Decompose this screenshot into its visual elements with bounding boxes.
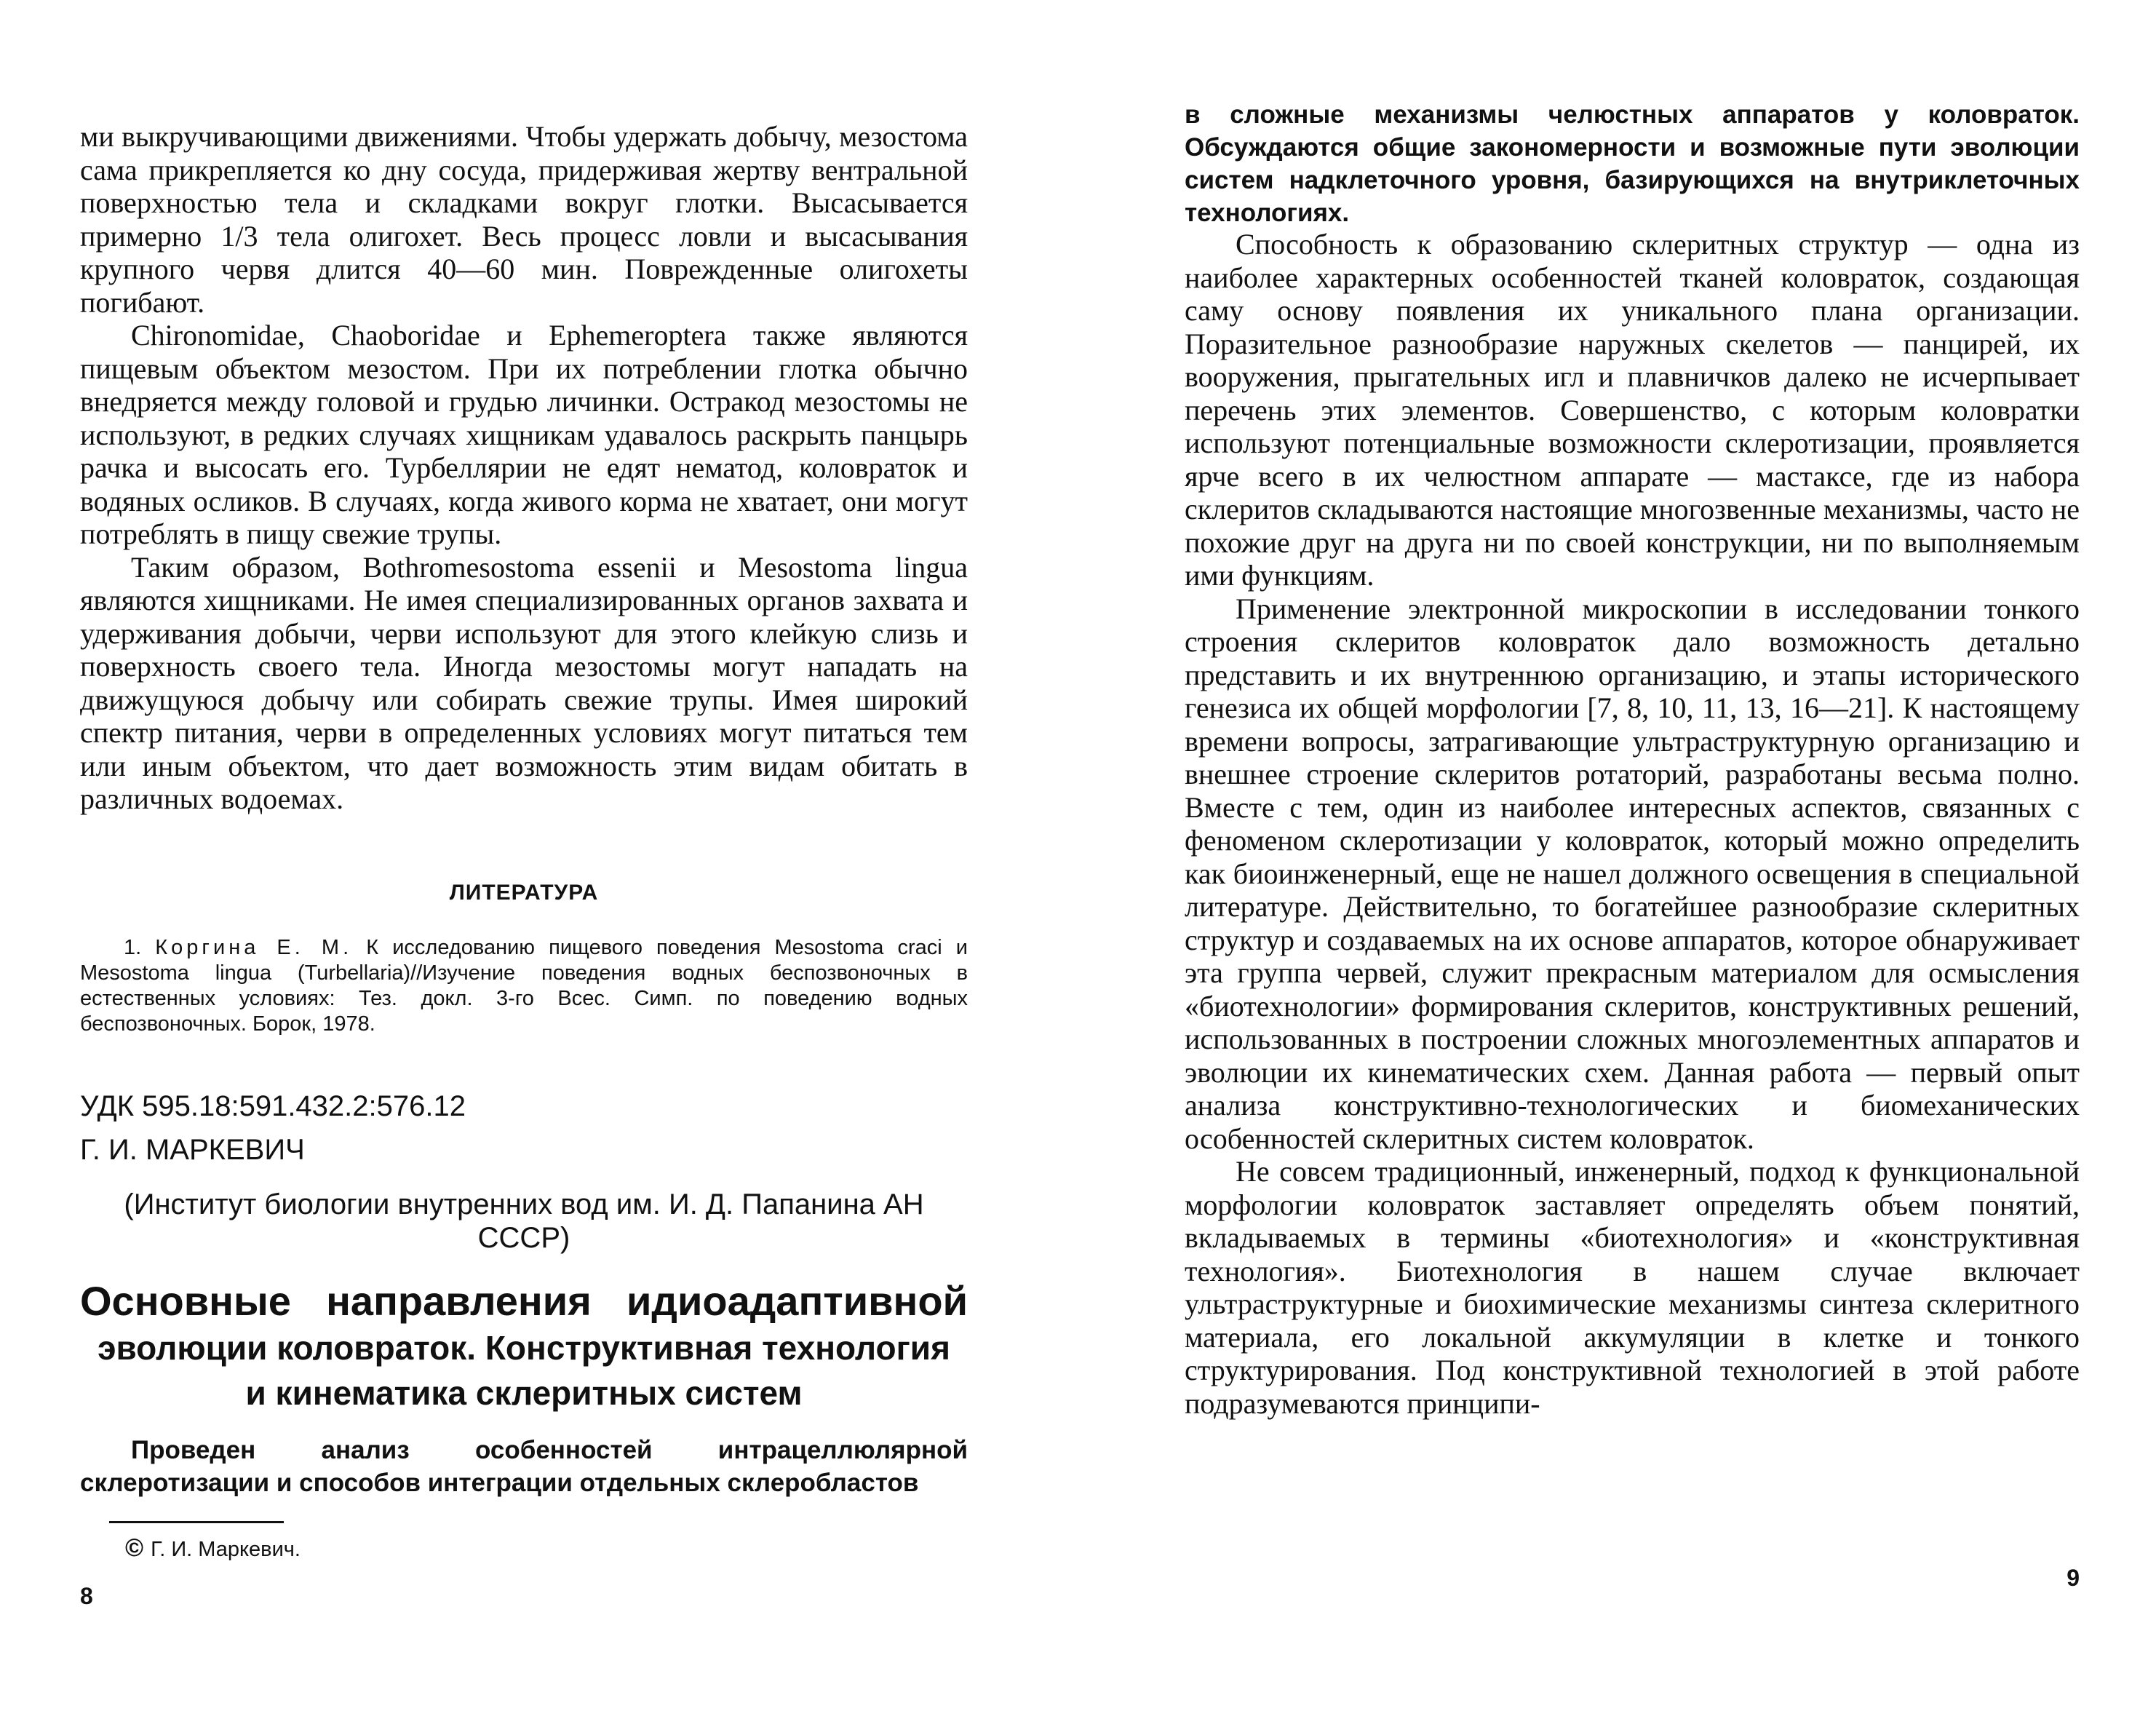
- abstract-end: в сложные механизмы челюстных аппаратов у коловраток. Обсуждаются общие закономерности и возможные пути эволюции систем надклеточного уровня, базирующихся на внутриклеточных технологиях.: [1185, 100, 2080, 227]
- right-body: [1185, 228, 2080, 1420]
- microscopy-paragraph: Применение электронной микроскопии в исследовании тонкого строения склеритов коловраток дало возможность детально представить и их внутреннюю организацию, и этапы исторического генезиса их общей морфологии [7, 8, 10, 11, 13, 16—21]. К настоящему времени вопросы, затрагивающие ультраструктурную организацию и внешнее строение склеритов ротаторий, разработаны весьма полно. Вместе с тем, один из наиболее интересных аспектов, связанных с феноменом склеротизации у коловраток, который можно определить как биоинженерный, еще не нашел должного освещения в специальной литературе. Действительно, то богатейшее разнообразие склеритных структур и создаваемых на их основе аппаратов, которое обнаруживает эта группа червей, служит прекрасным материалом для осмысления «биотехнологии» формирования склеритов, конструктивных решений, использованных в построении сложных многоэлементных аппаратов и эволюции их кинематических схем. Данная работа — первый опыт анализа конструктивно-технологических и биомеханических особенностей склеритных систем коловраток.: [1185, 592, 2080, 1155]
- article-author: Г. И. МАРКЕВИЧ: [80, 1134, 305, 1166]
- copyright-symbol: ©: [125, 1534, 144, 1562]
- article-title: [80, 1277, 968, 1416]
- literature-heading: ЛИТЕРАТУРА: [449, 881, 599, 905]
- title-line-1: Основные направления идиоадаптивной: [80, 1278, 968, 1324]
- abstract-start: Проведен анализ особенностей интрацеллюлярной склеротизации и способов интеграции отдельных склеробластов: [80, 1436, 968, 1497]
- reference-author: Коргина Е. М.: [155, 936, 353, 959]
- reference-number: 1.: [124, 936, 142, 959]
- page-number-left: 8: [80, 1583, 93, 1609]
- conclusion-paragraph: Таким образом, Bothromesostoma essenii и Mesostoma lingua являются хищниками. Не имея специализированных органов захвата и удерживания добычи, черви используют для этого клейкую слизь и поверхность своего тела. Иногда мезостомы могут нападать на движущуюся добычу или собирать свежие трупы. Имея широкий спектр питания, черви в определенных условиях могут питаться тем или иным объектом, что дает возможность этим видам обитать в различных водоемах.: [80, 550, 968, 815]
- right-page: [1185, 0, 2080, 1727]
- author-institution: (Институт биологии внутренних вод им. И. Д. Папанина АН СССР): [124, 1188, 924, 1254]
- title-line-3: и кинематика склеритных систем: [245, 1374, 803, 1412]
- reference-item: [80, 935, 968, 1037]
- left-body: [80, 120, 968, 816]
- title-line-2: эволюции коловраток. Конструктивная технология: [98, 1329, 950, 1367]
- left-page: [80, 0, 968, 1727]
- reference-text: К исследованию пищевого поведения Mesostoma craci и Mesostoma lingua (Turbellaria)//Изучение поведения водных беспозвоночных в естественных условиях: Тез. докл. 3-го Всес. Симп. по поведению водных беспозвоночных. Борок, 1978.: [80, 936, 968, 1036]
- copyright-note: [125, 1534, 301, 1563]
- engineering-paragraph: Не совсем традиционный, инженерный, подход к функциональной морфологии коловраток заставляет определять объем понятий, вкладываемых в термины «биотехнология» и «конструктивная технология». Биотехнология в нашем случае включает ультраструктурные и биохимические механизмы синтеза склеритного материала, его локальной аккумуляции в клетке и тонкого структурирования. Под конструктивной технологией в этой работе подразумеваются принципи-: [1185, 1155, 2080, 1420]
- copyright-holder: Г. И. Маркевич.: [151, 1538, 301, 1561]
- diet-paragraph: Chironomidae, Chaoboridae и Ephemeroptera также являются пищевым объектом мезостом. При их потреблении глотка обычно внедряется между головой и грудью личинки. Остракод мезостомы не используют, в редких случаях хищникам удавалось раскрыть панцырь рачка и высосать его. Турбеллярии не едят нематод, коловраток и водяных осликов. В случаях, когда живого корма не хватает, они могут потреблять в пищу свежие трупы.: [80, 319, 968, 550]
- sclerite-paragraph: Способность к образованию склеритных структур — одна из наиболее характерных особенностей тканей коловраток, создающая саму основу появления их уникального плана организации. Поразительное разнообразие наружных скелетов — панцирей, их вооружения, прыгательных игл и плавничков далеко не исчерпывает перечень этих элементов. Совершенство, с которым коловратки используют потенциальные возможности склеротизации, проявляется ярче всего в их челюстном аппарате — мастаксе, где из набора склеритов складываются настоящие многозвенные механизмы, часто не похожие друг на друга ни по своей конструкции, ни по выполняемым ими функциям.: [1185, 228, 2080, 592]
- continuation-paragraph: ми выкручивающими движениями. Чтобы удержать добычу, мезостома сама прикрепляется ко дну сосуда, придерживая жертву вентральной поверхностью тела и складками вокруг глотки. Высасывается примерно 1/3 тела олигохет. Весь процесс ловли и высасывания крупного червя длится 40—60 мин. Поврежденные олигохеты погибают.: [80, 120, 968, 319]
- udk-code: УДК 595.18:591.432.2:576.12: [80, 1090, 466, 1122]
- footnote-rule: [109, 1521, 284, 1523]
- page-number-right: 9: [2067, 1565, 2080, 1591]
